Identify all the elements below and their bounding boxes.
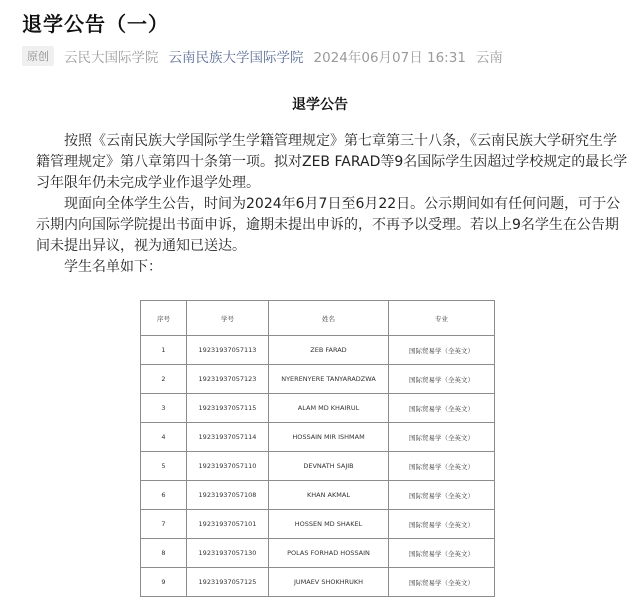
notice-paragraph: 学生名单如下： — [64, 259, 162, 275]
table-row — [141, 336, 495, 365]
cell-student-id: 19231937057108 — [187, 481, 269, 510]
cell-student-id: 19231937057123 — [187, 365, 269, 394]
original-badge: 原创 — [22, 46, 54, 66]
table-row — [141, 423, 495, 452]
cell-student-id: 19231937057115 — [187, 394, 269, 423]
header-index: 序号 — [141, 301, 187, 336]
notice-paragraph: 按照《云南民族大学国际学生学籍管理规定》第七章第三十八条，《云南民族大学研究生学籍管理规定》第八章第四十条第一项。拟对ZEB FARAD等9名国际学生因超过学校规定的最长学习年限年仍未完成学业作退学处理。 — [36, 133, 628, 191]
cell-major: 国际贸易学（全英文） — [389, 481, 495, 510]
table-header-row — [141, 301, 495, 336]
cell-major: 国际贸易学（全英文） — [389, 423, 495, 452]
cell-name: HOSSAIN MIR ISHMAM — [269, 423, 389, 452]
cell-student-id: 19231937057114 — [187, 423, 269, 452]
cell-name: ZEB FARAD — [269, 336, 389, 365]
table-row — [141, 365, 495, 394]
publish-location: 云南 — [475, 50, 503, 66]
cell-index: 6 — [141, 481, 187, 510]
cell-name: POLAS FORHAD HOSSAIN — [269, 539, 389, 568]
cell-index: 4 — [141, 423, 187, 452]
article-title: 退学公告（一） — [22, 12, 169, 36]
cell-name: JUMAEV SHOKHRUKH — [269, 568, 389, 597]
cell-name: ALAM MD KHAIRUL — [269, 394, 389, 423]
table-row — [141, 539, 495, 568]
cell-major: 国际贸易学（全英文） — [389, 539, 495, 568]
student-table — [140, 300, 495, 597]
author-source: 云民大国际学院 — [64, 50, 159, 66]
cell-index: 8 — [141, 539, 187, 568]
cell-student-id: 19231937057125 — [187, 568, 269, 597]
cell-index: 3 — [141, 394, 187, 423]
cell-index: 5 — [141, 452, 187, 481]
article-meta — [22, 46, 503, 66]
notice-heading: 退学公告 — [292, 97, 348, 113]
cell-student-id: 19231937057110 — [187, 452, 269, 481]
cell-major: 国际贸易学（全英文） — [389, 568, 495, 597]
cell-index: 1 — [141, 336, 187, 365]
cell-name: NYERENYERE TANYARADZWA — [269, 365, 389, 394]
cell-major: 国际贸易学（全英文） — [389, 452, 495, 481]
table-row — [141, 481, 495, 510]
account-name-link[interactable]: 云南民族大学国际学院 — [168, 50, 304, 66]
notice-body — [36, 131, 628, 278]
cell-index: 7 — [141, 510, 187, 539]
table-row — [141, 394, 495, 423]
cell-name: HOSSEN MD SHAKEL — [269, 510, 389, 539]
header-student-id: 学号 — [187, 301, 269, 336]
cell-student-id: 19231937057101 — [187, 510, 269, 539]
cell-name: KHAN AKMAL — [269, 481, 389, 510]
cell-index: 2 — [141, 365, 187, 394]
cell-major: 国际贸易学（全英文） — [389, 336, 495, 365]
header-name: 姓名 — [269, 301, 389, 336]
cell-major: 国际贸易学（全英文） — [389, 365, 495, 394]
header-major: 专业 — [389, 301, 495, 336]
cell-student-id: 19231937057130 — [187, 539, 269, 568]
cell-index: 9 — [141, 568, 187, 597]
table-row — [141, 452, 495, 481]
cell-major: 国际贸易学（全英文） — [389, 510, 495, 539]
cell-name: DEVNATH SAJIB — [269, 452, 389, 481]
publish-time: 2024年06月07日 16:31 — [313, 50, 466, 66]
cell-major: 国际贸易学（全英文） — [389, 394, 495, 423]
cell-student-id: 19231937057113 — [187, 336, 269, 365]
notice-paragraph: 现面向全体学生公告，时间为2024年6月7日至6月22日。公示期间如有任何问题，可于公示期内向国际学院提出书面申诉，逾期未提出申诉的，不再予以受理。若以上9名学生在公告期间未提出异议，视为通知已送达。 — [36, 196, 621, 254]
table-row — [141, 568, 495, 597]
table-row — [141, 510, 495, 539]
